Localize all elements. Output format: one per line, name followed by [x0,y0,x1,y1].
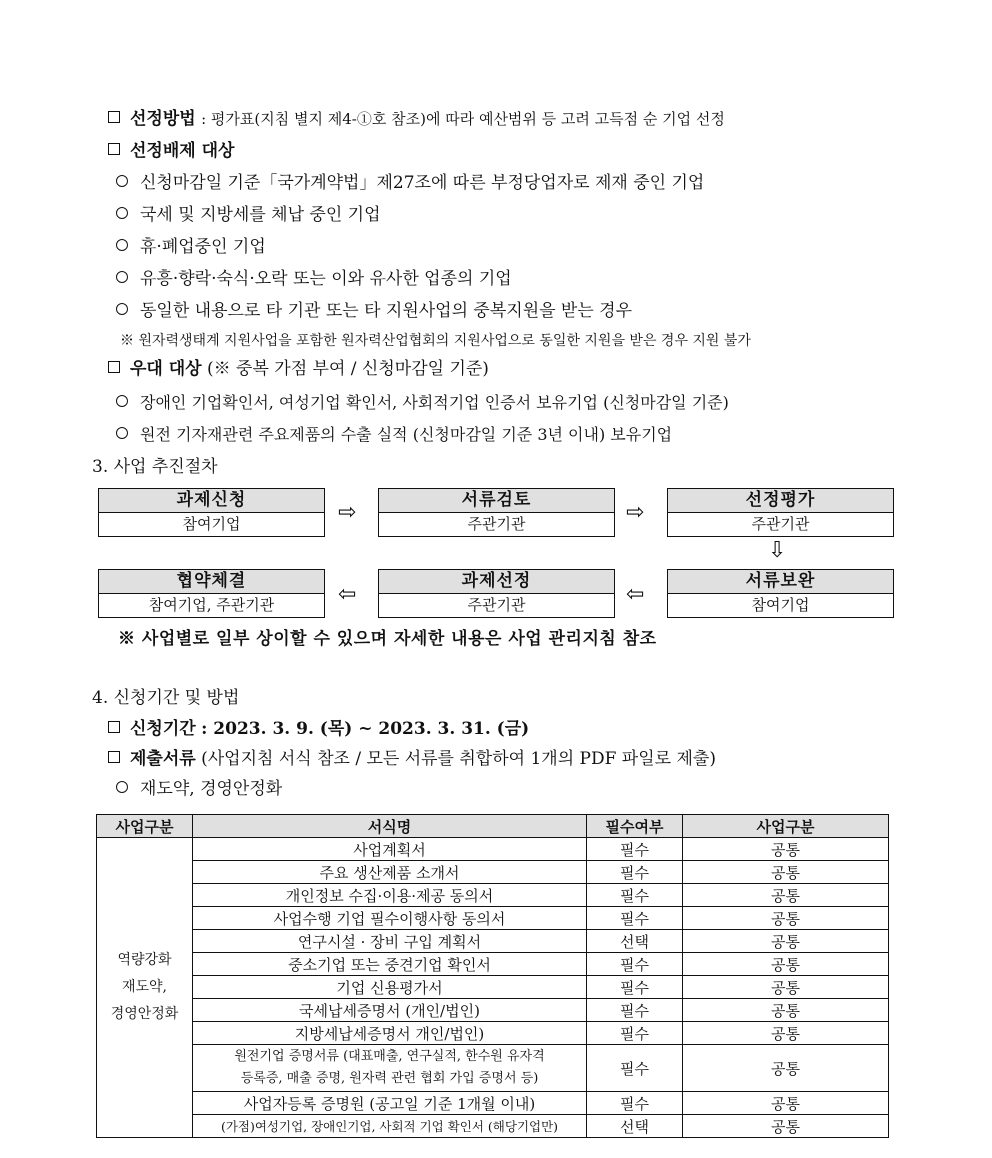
arrow-left-icon: ⇦ [338,582,357,607]
process-step-apply [98,488,325,537]
type-cell: 공통 [683,1092,889,1115]
table-row [97,976,889,999]
type-cell: 공통 [683,861,889,884]
required-cell: 필수 [587,1022,683,1045]
exclusion-item: 신청마감일 기준「국가계약법」제27조에 따른 부정당업자로 제재 중인 기업 [116,172,704,194]
square-bullet-icon [108,111,120,123]
exclusion-note: ※ 원자력생태계 지원사업을 포함한 원자력산업협회의 지원사업으로 동일한 지원을 받은 경우 지원 불가 [120,333,751,349]
exclusion-item: 휴·폐업중인 기업 [116,236,266,258]
required-cell: 필수 [587,953,683,976]
application-docs-line [108,748,716,770]
circle-bullet-icon [116,395,128,407]
process-note: ※ 사업별로 일부 상이할 수 있으며 자세한 내용은 사업 관리지침 참조 [118,629,657,649]
square-bullet-icon [108,751,120,763]
preference-item: 원전 기자재관련 주요제품의 수출 실적 (신청마감일 기준 3년 이내) 보유기업 [116,424,672,446]
process-step-title: 과제선정 [379,570,614,594]
required-cell: 필수 [587,861,683,884]
process-step-title: 과제신청 [99,489,324,513]
form-name-cell: 사업자등록 증명원 (공고일 기준 1개월 이내) [193,1092,587,1115]
application-sub-item: 재도약, 경영안정화 [116,778,282,800]
process-step-title: 서류검토 [379,489,614,513]
circle-bullet-icon [116,781,128,793]
type-cell: 공통 [683,953,889,976]
application-period-line [108,718,529,740]
type-cell: 공통 [683,999,889,1022]
required-cell: 필수 [587,907,683,930]
preference-item: 장애인 기업확인서, 여성기업 확인서, 사회적기업 인증서 보유기업 (신청마감일 기준) [116,392,729,414]
exclusion-item: 국세 및 지방세를 체납 중인 기업 [116,204,381,226]
form-name-cell: 중소기업 또는 중견기업 확인서 [193,953,587,976]
type-cell: 공통 [683,884,889,907]
application-docs-label: 제출서류 [130,749,196,769]
required-cell: 선택 [587,930,683,953]
table-header-row [97,815,889,838]
arrow-right-icon: ⇨ [338,500,357,525]
form-name-cell: 원전기업 증명서류 (대표매출, 연구실적, 한수원 유자격 등록증, 매출 증명, 원자력 관련 협회 가입 증명서 등) [193,1045,587,1092]
preference-note: (※ 중복 가점 부여 / 신청마감일 기준) [207,359,489,379]
form-name-cell: 지방세납세증명서 개인/법인) [193,1022,587,1045]
preference-heading [108,358,489,380]
table-row [97,1022,889,1045]
required-cell: 필수 [587,1092,683,1115]
arrow-left-icon: ⇦ [626,582,645,607]
form-name-cell: 사업계획서 [193,838,587,861]
table-row [97,907,889,930]
type-cell: 공통 [683,1045,889,1092]
form-name-cell: 사업수행 기업 필수이행사항 동의서 [193,907,587,930]
table-row [97,999,889,1022]
selection-method-line [108,108,725,130]
selection-method-label: 선정방법 [130,109,196,129]
type-cell: 공통 [683,1022,889,1045]
type-cell: 공통 [683,930,889,953]
table-row [97,1045,889,1092]
table-row [97,953,889,976]
circle-bullet-icon [116,239,128,251]
process-step-title: 선정평가 [668,489,893,513]
preference-label: 우대 대상 [130,359,202,379]
table-row [97,930,889,953]
process-step-actor: 주관기관 [751,515,810,533]
process-step-evaluation [667,488,894,537]
process-step-title: 협약체결 [99,570,324,594]
square-bullet-icon [108,721,120,733]
table-row [97,1092,889,1115]
form-name-cell: 개인정보 수집·이용·제공 동의서 [193,884,587,907]
table-header: 사업구분 [683,815,889,838]
square-bullet-icon [108,143,120,155]
required-cell: 필수 [587,838,683,861]
application-docs-note: (사업지침 서식 참조 / 모든 서류를 취합하여 1개의 PDF 파일로 제출) [201,749,716,769]
circle-bullet-icon [116,271,128,283]
table-header: 필수여부 [587,815,683,838]
required-cell: 필수 [587,976,683,999]
circle-bullet-icon [116,427,128,439]
table-row [97,861,889,884]
selection-method-text: : 평가표(지침 별지 제4-①호 참조)에 따라 예산범위 등 고려 고득점 순 기업 선정 [201,110,725,128]
documents-table [96,814,889,1138]
process-heading: 3. 사업 추진절차 [92,457,218,477]
form-name-cell: 주요 생산제품 소개서 [193,861,587,884]
process-step-review [378,488,615,537]
process-step-actor: 참여기업 [182,515,241,533]
type-cell: 공통 [683,907,889,930]
application-heading: 4. 신청기간 및 방법 [92,688,240,708]
required-cell: 필수 [587,999,683,1022]
square-bullet-icon [108,361,120,373]
form-name-cell: 국세납세증명서 (개인/법인) [193,999,587,1022]
application-period-label: 신청기간 [130,719,196,739]
process-step-actor: 주관기관 [467,596,526,614]
type-cell: 공통 [683,838,889,861]
table-header: 서식명 [193,815,587,838]
form-name-cell: 연구시설 · 장비 구입 계획서 [193,930,587,953]
required-cell: 필수 [587,884,683,907]
process-step-selection [378,569,615,618]
business-category-cell: 역량강화 재도약, 경영안정화 [97,838,193,1138]
required-cell: 필수 [587,1045,683,1092]
exclusion-item: 유흥·향락·숙식·오락 또는 이와 유사한 업종의 기업 [116,268,512,290]
form-name-cell: (가점)여성기업, 장애인기업, 사회적 기업 확인서 (해당기업만) [193,1115,587,1138]
table-header: 사업구분 [97,815,193,838]
exclusion-label: 선정배제 대상 [130,141,235,161]
circle-bullet-icon [116,207,128,219]
required-cell: 선택 [587,1115,683,1138]
type-cell: 공통 [683,1115,889,1138]
application-period-text: : 2023. 3. 9. (목) ~ 2023. 3. 31. (금) [201,719,530,739]
exclusion-item: 동일한 내용으로 타 기관 또는 타 지원사업의 중복지원을 받는 경우 [116,300,632,322]
process-step-actor: 주관기관 [467,515,526,533]
exclusion-heading [108,140,234,162]
form-name-cell: 기업 신용평가서 [193,976,587,999]
table-row [97,838,889,861]
type-cell: 공통 [683,976,889,999]
circle-bullet-icon [116,175,128,187]
arrow-right-icon: ⇨ [626,500,645,525]
process-step-actor: 참여기업 [751,596,810,614]
process-step-actor: 참여기업, 주관기관 [148,596,275,614]
arrow-down-icon: ⇩ [768,538,787,563]
table-row [97,884,889,907]
process-step-agreement [98,569,325,618]
circle-bullet-icon [116,303,128,315]
table-row [97,1115,889,1138]
process-step-title: 서류보완 [668,570,893,594]
process-step-supplement [667,569,894,618]
